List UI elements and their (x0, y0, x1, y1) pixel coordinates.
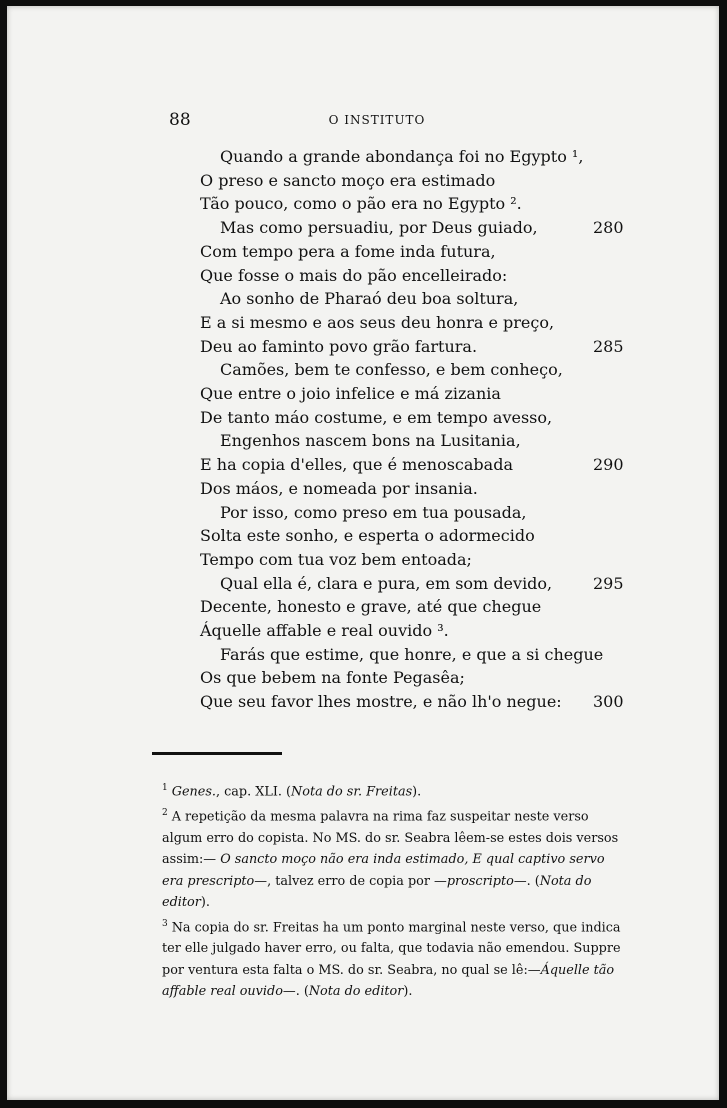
line-number: 285 (593, 336, 624, 356)
line-number: 300 (593, 692, 624, 712)
verse-line: Quando a grande abondança foi no Egypto ¹, (220, 147, 584, 166)
verse-line: Tempo com tua voz bem entoada; (200, 549, 472, 569)
verse-line: Decente, honesto e grave, até que chegue (200, 597, 542, 617)
verse-line: Que seu favor lhes mostre, e não lh'o negue: (200, 692, 562, 712)
footnote-rule (152, 752, 282, 755)
line-number: 295 (593, 573, 624, 593)
verse-line: Camões, bem te confesso, e bem conheço, (220, 360, 563, 380)
verse-line: Solta este sonho, e esperta o adormecido (200, 526, 535, 546)
verse-line: E a si mesmo e aos seus deu honra e preço, (200, 312, 555, 332)
verse-line: Qual ella é, clara e pura, em som devido, (220, 573, 553, 593)
verse-line: Os que bebem na fonte Pegasêa; (200, 668, 465, 688)
verse-line: Deu ao faminto povo grão fartura. (200, 336, 478, 356)
footnotes (162, 778, 622, 1003)
verse-line: Ao sonho de Pharaó deu boa soltura, (220, 289, 519, 309)
page-number: 88 (169, 110, 191, 130)
footnote-2: $^2$ A repetição da mesma palavra na rima faz suspeitar neste verso algum erro do copista. No MS. do sr. Seabra lêem-se estes dois versos assim:— O sancto moço não era inda estimado, E qual captivo servo era prescripto—, talvez erro de copia por —proscripto—. (Nota do editor). (162, 807, 619, 911)
running-title: O INSTITUTO (328, 113, 426, 127)
verse-line: Por isso, como preso em tua pousada, (220, 502, 527, 522)
verse-line: Farás que estime, que honre, e que a si chegue (220, 644, 604, 664)
verse-line: Que entre o joio infelice e má zizania (200, 384, 501, 403)
verse-line: Mas como persuadiu, por Deus guiado, (220, 218, 538, 238)
verse-line: Que fosse o mais do pão encelleirado: (200, 265, 508, 285)
line-number: 280 (593, 218, 624, 238)
verse-line: Áquelle affable e real ouvido ³. (200, 621, 449, 640)
verse-line: Com tempo pera a fome inda futura, (200, 241, 496, 261)
footnote-3: $^3$ Na copia do sr. Freitas ha um ponto marginal neste verso, que indica ter elle julgado haver erro, ou falta, que todavia não emendou. Suppre por ventura esta falta o MS. do sr. Seabra, no qual se lê:—Áquelle tão affable real ouvido—. (Nota do editor). (162, 918, 621, 1000)
footnote-1: $^1$ Genes., cap. XLI. (Nota do sr. Freitas). (162, 783, 422, 800)
running-header (157, 110, 597, 132)
book-page (7, 6, 719, 1100)
verse-line: Engenhos nascem bons na Lusitania, (220, 431, 521, 451)
verse-line: De tanto máo costume, e em tempo avesso, (200, 407, 553, 427)
line-number: 290 (593, 455, 624, 475)
verse-line: Dos máos, e nomeada por insania. (200, 478, 478, 498)
verse-line: O preso e sancto moço era estimado (200, 170, 496, 190)
verse-line: E ha copia d'elles, que é menoscabada (200, 455, 513, 475)
verse-line: Tão pouco, como o pão era no Egypto ². (200, 194, 522, 214)
